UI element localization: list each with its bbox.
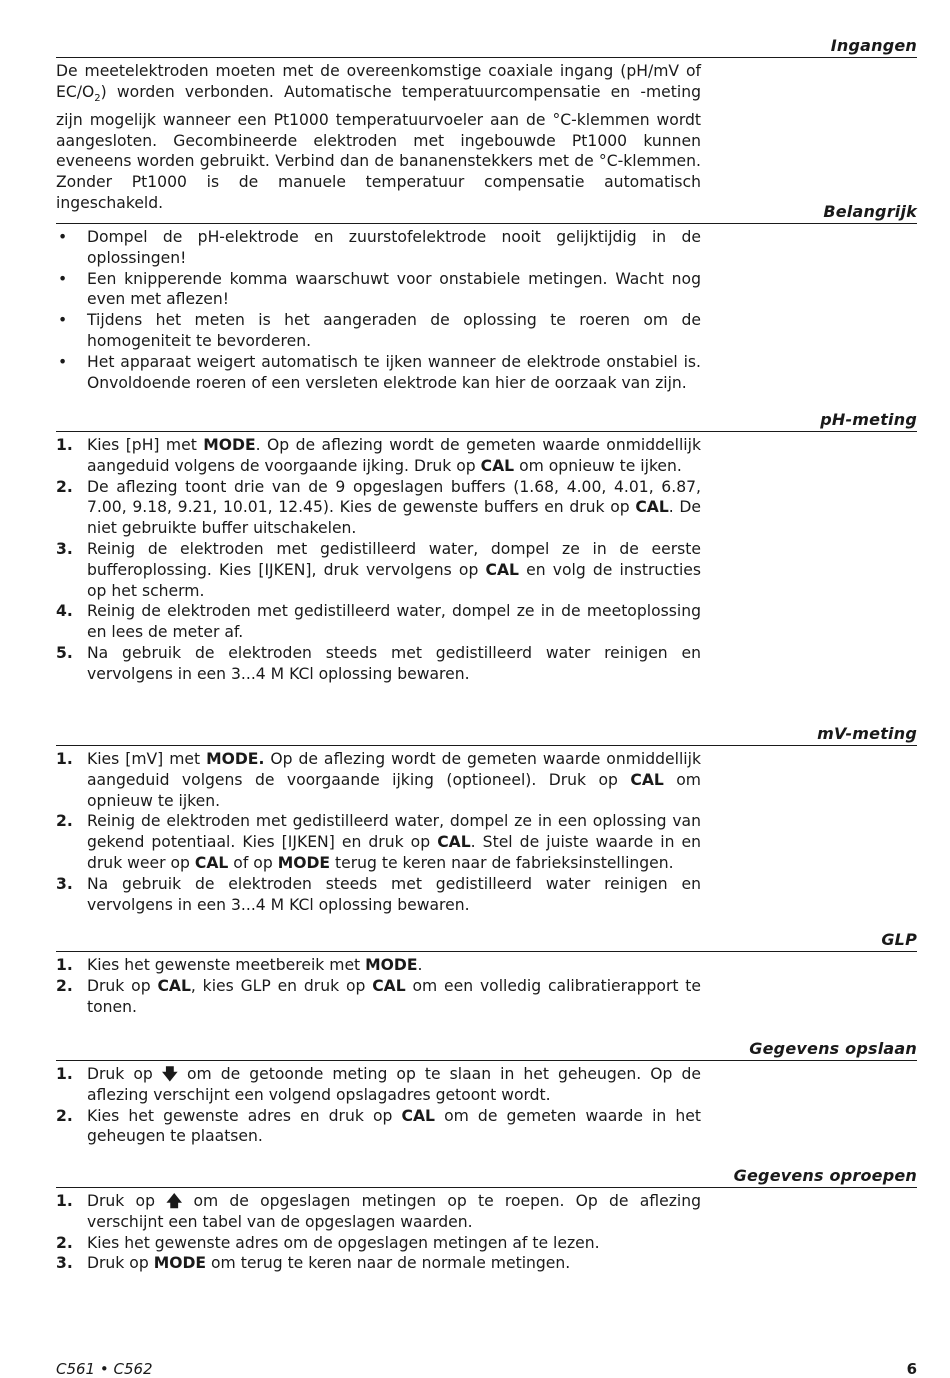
step-text: Na gebruik de elektroden steeds met gedistilleerd water reinigen en vervolgens in een 3...4 M KCl oplossing bewaren. — [87, 643, 701, 683]
step-text: of op — [228, 853, 278, 872]
list-item — [56, 874, 701, 916]
arrow-down-icon: 🡇 — [161, 1065, 178, 1083]
step-number: 1. — [56, 750, 73, 768]
bullet-marker: • — [58, 269, 68, 288]
key-cal: CAL — [401, 1106, 435, 1125]
footer-model: C561 • C562 — [56, 1360, 153, 1378]
step-text: Druk op — [87, 1192, 167, 1210]
key-mode: MODE. — [206, 750, 265, 768]
step-text: Kies het gewenste meetbereik met — [87, 956, 366, 974]
list-item-text: Tijdens het meten is het aangeraden de oplossing te roeren om de homogeniteit te bevorderen. — [87, 311, 701, 350]
list-item — [56, 435, 701, 477]
key-cal: CAL — [635, 498, 669, 517]
key-cal: CAL — [630, 770, 664, 789]
list-item — [56, 749, 701, 811]
step-text: Kies het gewenste adres en druk op — [87, 1106, 402, 1125]
list-item — [56, 269, 701, 311]
step-text: terug te keren naar de fabrieksinstellingen. — [330, 853, 674, 872]
section-ingangen — [56, 36, 917, 214]
step-text: om opnieuw te ijken. — [87, 770, 701, 810]
step-number: 2. — [56, 477, 73, 496]
ph-meting-list — [56, 435, 701, 685]
key-mode: MODE — [365, 956, 418, 974]
step-text: , kies GLP en druk op — [190, 976, 373, 995]
step-text: Kies het gewenste adres om de opgeslagen metingen af te lezen. — [87, 1233, 600, 1252]
section-mv-meting — [56, 724, 917, 915]
step-text: om terug te keren naar de normale metingen. — [206, 1254, 571, 1273]
list-item — [56, 1253, 701, 1274]
step-number: 1. — [56, 956, 73, 974]
step-text: en volg de instructies op het scherm. — [87, 560, 701, 600]
step-text: om de gemeten waarde in het geheugen te plaatsen. — [87, 1106, 701, 1146]
section-heading-glp: GLP — [56, 930, 917, 952]
step-text: Reinig de elektroden met gedistilleerd water, dompel ze in een oplossing van gekend potentiaal. Kies [IJKEN] en druk op — [87, 812, 701, 852]
list-item — [56, 352, 701, 394]
step-text: Druk op — [87, 1065, 162, 1083]
step-text: Op de aflezing wordt de gemeten waarde onmiddellijk aangeduid volgens de voorgaande ijking (optioneel). Druk op — [87, 750, 701, 789]
list-item-text: Dompel de pH-elektrode en zuurstofelektrode nooit gelijktijdig in de oplossingen! — [87, 228, 701, 267]
list-item — [56, 1106, 701, 1148]
step-text: Kies [pH] met — [87, 436, 204, 454]
step-text: . — [417, 956, 423, 974]
step-number: 3. — [56, 1254, 73, 1273]
ingangen-subscript: 2 — [94, 92, 101, 104]
step-text: . De niet gebruikte buffer uitschakelen. — [87, 498, 701, 538]
key-cal: CAL — [480, 456, 515, 475]
bullet-marker: • — [58, 311, 68, 330]
step-text: Reinig de elektroden met gedistilleerd water, dompel ze in de meetoplossing en lees de meter af. — [87, 602, 701, 642]
step-number: 2. — [56, 976, 73, 995]
section-heading-gegevens-opslaan: Gegevens opslaan — [56, 1039, 917, 1061]
step-number: 3. — [56, 874, 73, 893]
step-number: 1. — [56, 1065, 73, 1083]
key-mode: MODE — [203, 436, 256, 454]
list-item — [56, 1233, 701, 1254]
list-item — [56, 976, 701, 1018]
list-item — [56, 811, 701, 873]
section-belangrijk — [56, 202, 917, 393]
step-number: 1. — [56, 436, 73, 454]
gegevens-opslaan-list — [56, 1064, 701, 1147]
section-heading-ph-meting: pH-meting — [56, 410, 917, 432]
list-item — [56, 601, 701, 643]
list-item — [56, 1191, 701, 1233]
step-text: Na gebruik de elektroden steeds met gedistilleerd water reinigen en vervolgens in een 3...4 M KCl oplossing bewaren. — [87, 874, 701, 914]
section-heading-ingangen: Ingangen — [56, 36, 917, 58]
step-text: om opnieuw te ijken. — [514, 456, 682, 475]
section-gegevens-oproepen — [56, 1166, 917, 1274]
arrow-up-icon: 🡅 — [166, 1192, 183, 1210]
step-number: 3. — [56, 539, 73, 558]
mv-meting-list — [56, 749, 701, 915]
step-number: 4. — [56, 602, 73, 621]
list-item — [56, 227, 701, 269]
step-text: om de opgeslagen metingen op te roepen. Op de aflezing verschijnt een tabel van de opgeslagen waarden. — [87, 1192, 702, 1231]
list-item-text: Het apparaat weigert automatisch te ijken wanneer de elektrode onstabiel is. Onvoldoende roeren of een versleten elektrode kan hier de oorzaak van zijn. — [87, 352, 701, 392]
key-cal: CAL — [485, 560, 519, 579]
step-text: Druk op — [87, 1254, 154, 1273]
key-cal: CAL — [372, 976, 406, 995]
page-number: 6 — [906, 1360, 917, 1378]
step-number: 2. — [56, 1106, 73, 1125]
step-text: om de getoonde meting op te slaan in het geheugen. Op de aflezing verschijnt een volgend opslagadres getoont wordt. — [87, 1065, 701, 1104]
key-mode: MODE — [277, 853, 331, 872]
list-item — [56, 643, 701, 685]
glp-list — [56, 955, 701, 1017]
step-text: Reinig de elektroden met gedistilleerd water, dompel ze in de eerste bufferoplossing. Kies [IJKEN], druk vervolgens op — [87, 539, 701, 579]
key-cal: CAL — [194, 853, 229, 872]
step-number: 2. — [56, 812, 73, 831]
section-glp — [56, 930, 917, 1017]
section-ph-meting — [56, 410, 917, 685]
step-text: . Op de aflezing wordt de gemeten waarde onmiddellijk aangeduid volgens de voorgaande ijking. Druk op — [87, 436, 701, 475]
step-number: 2. — [56, 1233, 73, 1252]
list-item — [56, 477, 701, 539]
section-heading-belangrijk: Belangrijk — [56, 202, 917, 224]
bullet-marker: • — [58, 228, 68, 246]
step-number: 5. — [56, 643, 73, 662]
step-text: . Stel de juiste waarde in en druk weer op — [87, 833, 701, 872]
ingangen-text-2: ) worden verbonden. Automatische temperatuurcompensatie en -meting zijn mogelijk wanneer een Pt1000 temperatuurvoeler aan de °C-klemmen wordt aangesloten. Gecombineerde elektroden met ingebouwde Pt1000 kunnen eveneens worden gebruikt. Verbind dan de bananenstekkers met de °C-klemmen. Zonder Pt1000 is de manuele temperatuur compensatie automatisch ingeschakeld. — [56, 82, 701, 212]
step-text: Druk op — [87, 976, 158, 995]
section-gegevens-opslaan — [56, 1039, 917, 1147]
key-mode: MODE — [153, 1254, 207, 1273]
gegevens-oproepen-list — [56, 1191, 701, 1274]
key-cal: CAL — [157, 976, 191, 995]
step-text: Kies [mV] met — [87, 750, 207, 768]
list-item — [56, 1064, 701, 1106]
list-item — [56, 310, 701, 352]
step-text: De aflezing toont drie van de 9 opgeslagen buffers (1.68, 4.00, 4.01, 6.87, 7.00, 9.18, 9.21, 10.01, 12.45). Kies de gewenste buffers en druk op — [87, 477, 701, 517]
list-item — [56, 539, 701, 601]
key-cal: CAL — [437, 833, 471, 852]
list-item-text: Een knipperende komma waarschuwt voor onstabiele metingen. Wacht nog even met aflezen! — [87, 269, 701, 309]
bullet-marker: • — [58, 352, 68, 371]
step-text: om een volledig calibratierapport te tonen. — [87, 976, 702, 1016]
section-heading-gegevens-oproepen: Gegevens oproepen — [56, 1166, 917, 1188]
ingangen-paragraph — [56, 61, 701, 214]
ingangen-text-1: De meetelektroden moeten met de overeenkomstige coaxiale ingang (pH/mV of EC/O — [56, 62, 701, 101]
step-number: 1. — [56, 1192, 73, 1210]
belangrijk-list — [56, 227, 701, 393]
list-item — [56, 955, 701, 976]
section-heading-mv-meting: mV-meting — [56, 724, 917, 746]
